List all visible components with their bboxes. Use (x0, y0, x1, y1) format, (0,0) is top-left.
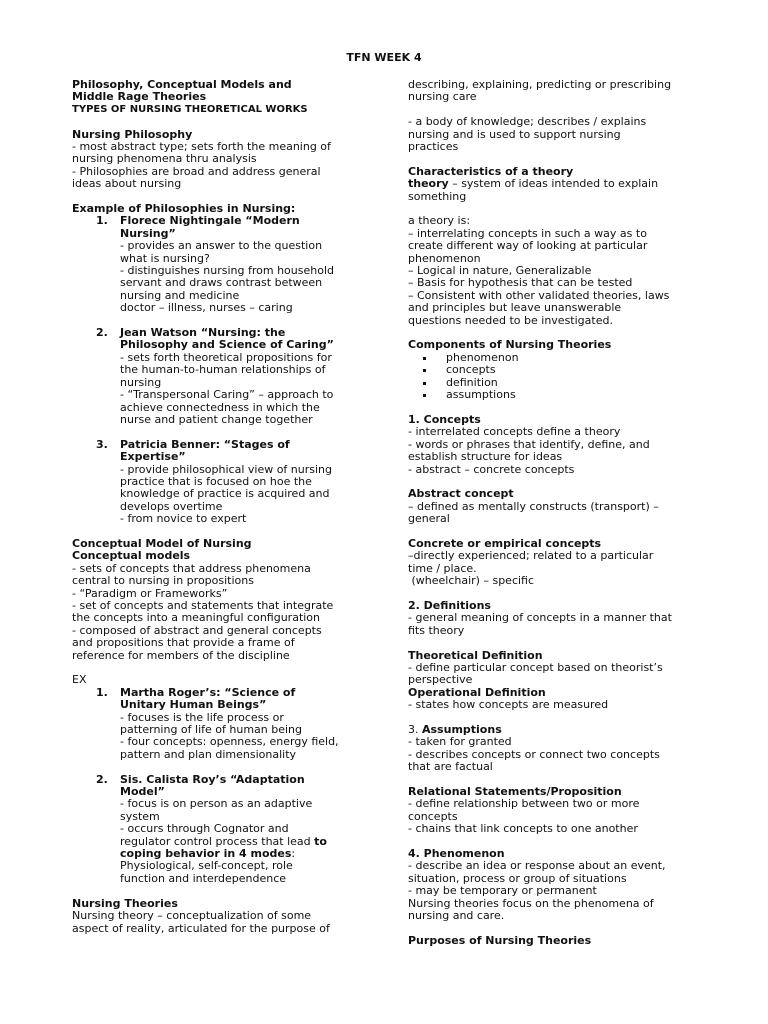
list-item (72, 439, 372, 526)
list-item-line: - sets forth theoretical propositions for (120, 350, 332, 364)
list-item-line: nursing and medicine (120, 288, 240, 302)
paragraph-line: reference for members of the discipline (72, 648, 290, 662)
main-heading-line-2: Middle Rage Theories (72, 90, 207, 104)
paragraph-line: situation, process or group of situations (408, 871, 627, 885)
list-item-line: doctor – illness, nurses – caring (120, 301, 293, 315)
paragraph-line: questions needed to be investigated. (408, 313, 613, 327)
paragraph-line: - abstract – concrete concepts (408, 462, 575, 476)
list-item-line: achieve connectedness in which the (120, 400, 320, 414)
paragraph-line: the concepts into a meaningful configuration (72, 611, 321, 625)
list-item-title: Florece Nightingale “Modern (120, 214, 300, 228)
list-item-line: - focus is on person as an adaptive (120, 797, 313, 811)
list-number: 3. (96, 437, 108, 451)
paragraph-line: that are factual (408, 760, 493, 774)
list-item (72, 687, 372, 761)
bullet-icon (423, 382, 426, 385)
paragraph-line: ideas about nursing (72, 177, 182, 191)
term-bold: theory (408, 177, 449, 191)
list-number: 1. (96, 685, 108, 699)
paragraph-line: - sets of concepts that address phenomena (72, 561, 311, 575)
list-item-line: - “Transpersonal Caring” – approach to (120, 388, 334, 402)
theoretical-definition-heading: Theoretical Definition (408, 648, 543, 662)
paragraph-line: - set of concepts and statements that integrate (72, 598, 334, 612)
list-item-line: nursing (120, 375, 162, 389)
conceptual-model-heading: Conceptual Model of Nursing (72, 536, 252, 550)
list-item-line: pattern and plan dimensionality (120, 747, 297, 761)
list-item-line: develops overtime (120, 499, 223, 513)
paragraph-line: - taken for granted (408, 735, 512, 749)
paragraph-line: nursing and care. (408, 909, 505, 923)
paragraph-line: general (408, 512, 450, 526)
paragraph-line: - define relationship between two or more (408, 797, 640, 811)
section-subtitle: TYPES OF NURSING THEORETICAL WORKS (72, 103, 308, 115)
paragraph-line: nursing phenomena thru analysis (72, 152, 257, 166)
components-heading: Components of Nursing Theories (408, 338, 612, 352)
paragraph-line: fits theory (408, 623, 465, 637)
list-item-text: regulator control process that lead (120, 834, 315, 848)
concrete-concepts-heading: Concrete or empirical concepts (408, 536, 602, 550)
list-item-line: - provide philosophical view of nursing (120, 462, 333, 476)
paragraph-line: - states how concepts are measured (408, 698, 609, 712)
list-item-text: : (291, 847, 296, 861)
list-item (72, 774, 372, 886)
phenomenon-heading: 4. Phenomenon (408, 847, 505, 860)
list-item (72, 215, 372, 314)
list-item (72, 327, 372, 426)
list-item-line: the human-to-human relationships of (120, 363, 326, 377)
paragraph-line: - a body of knowledge; describes / explains (408, 115, 647, 129)
paragraph-line: (wheelchair) – specific (408, 574, 535, 588)
paragraph-line: - composed of abstract and general concepts (72, 623, 322, 637)
list-item-line: system (120, 809, 160, 823)
paragraph-line: create different way of looking at particular (408, 239, 648, 253)
list-item-title: Nursing” (120, 226, 176, 240)
paragraph-line: aspect of reality, articulated for the purpose of (72, 921, 330, 935)
list-item-line: - occurs through Cognator and (120, 822, 289, 836)
list-item-title: Sis. Calista Roy’s “Adaptation (120, 772, 305, 786)
example-label: EX (72, 673, 87, 687)
paragraph-line: nursing and is used to support nursing (408, 127, 621, 141)
conceptual-models-subheading: Conceptual models (72, 549, 191, 563)
paragraph-line: – defined as mentally constructs (transport) – (408, 499, 659, 513)
paragraph-line: time / place. (408, 561, 477, 575)
main-heading-line-1: Philosophy, Conceptual Models and (72, 78, 292, 91)
paragraph-line: – Logical in nature, Generalizable (408, 264, 592, 278)
paragraph-line: - words or phrases that identify, define, and (408, 437, 650, 451)
bullet-icon (423, 394, 426, 397)
list-item-line: - distinguishes nursing from household (120, 264, 334, 278)
list-item-line: - four concepts: openness, energy field, (120, 735, 339, 749)
list-item-line: Physiological, self-concept, role (120, 859, 293, 873)
list-item-title: Jean Watson “Nursing: the (120, 326, 286, 340)
paragraph-line: establish structure for ideas (408, 450, 563, 464)
list-item-title: Patricia Benner: “Stages of (120, 437, 290, 451)
list-number: 2. (96, 772, 108, 786)
paragraph-line: and propositions that provide a frame of (72, 636, 295, 650)
abstract-concept-heading: Abstract concept (408, 487, 514, 501)
paragraph-line: a theory is: (408, 214, 471, 228)
philosophies-examples-heading: Example of Philosophies in Nursing: (72, 202, 296, 216)
paragraph-line: Nursing theories focus on the phenomena of (408, 896, 654, 910)
paragraph-line: – Consistent with other validated theories, laws (408, 288, 670, 302)
assumptions-heading: 3. Assumptions (408, 722, 502, 736)
right-column (408, 79, 708, 947)
bullet-icon (423, 369, 426, 372)
list-item-title: Expertise” (120, 450, 186, 464)
list-item-title: Martha Roger’s: “Science of (120, 685, 296, 699)
definitions-heading: 2. Definitions (408, 598, 491, 612)
list-number: 2. (96, 326, 108, 340)
bullet-item: assumptions (408, 389, 708, 401)
paragraph-line: - describe an idea or response about an event, (408, 859, 666, 873)
paragraph-line: phenomenon (408, 251, 481, 265)
relational-statements-heading: Relational Statements/Proposition (408, 784, 622, 798)
list-item-line: practice that is focused on hoe the (120, 474, 312, 488)
paragraph-line: –directly experienced; related to a particular (408, 549, 654, 563)
paragraph-line: - general meaning of concepts in a manner that (408, 611, 672, 625)
operational-definition-heading: Operational Definition (408, 685, 546, 699)
paragraph-line: - Philosophies are broad and address general (72, 164, 321, 178)
characteristics-heading: Characteristics of a theory (408, 164, 574, 178)
paragraph-line: - define particular concept based on theorist’s (408, 660, 663, 674)
paragraph-line: concepts (408, 809, 458, 823)
paragraph-line: - most abstract type; sets forth the meaning of (72, 140, 331, 154)
list-item-bold-text: to (314, 834, 327, 848)
paragraph-line: - “Paradigm or Frameworks” (72, 586, 228, 600)
list-item-bold-text: coping behavior in 4 modes (120, 847, 292, 861)
purposes-heading: Purposes of Nursing Theories (408, 933, 592, 947)
list-item-line: servant and draws contrast between (120, 276, 323, 290)
paragraph-line: – Basis for hypothesis that can be tested (408, 276, 633, 290)
list-item-line: nurse and patient change together (120, 412, 313, 426)
concepts-heading: 1. Concepts (408, 412, 481, 426)
paragraph-line (408, 178, 708, 190)
list-item-title: Unitary Human Beings” (120, 698, 267, 712)
list-item-line: patterning of life of human being (120, 723, 302, 737)
bullet-icon (423, 357, 426, 360)
paragraph-line: practices (408, 140, 459, 154)
list-item-line: - focuses is the life process or (120, 710, 284, 724)
list-item-line: - from novice to expert (120, 512, 247, 526)
list-item-line: knowledge of practice is acquired and (120, 487, 330, 501)
list-item-title: Philosophy and Science of Caring” (120, 338, 334, 352)
left-column (72, 79, 372, 935)
list-item-line: - provides an answer to the question (120, 239, 323, 253)
list-item-line: what is nursing? (120, 251, 210, 265)
paragraph-line: – interrelating concepts in such a way as to (408, 226, 647, 240)
list-item-line: function and interdependence (120, 871, 287, 885)
paragraph-line: - describes concepts or connect two concepts (408, 747, 660, 761)
paragraph-line: describing, explaining, predicting or prescribing (408, 78, 672, 91)
paragraph-line: perspective (408, 673, 473, 687)
list-item-title: Model” (120, 785, 165, 799)
paragraph-line: - chains that link concepts to one another (408, 822, 638, 836)
paragraph-line: Nursing theory – conceptualization of some (72, 909, 312, 923)
paragraph-line: - may be temporary or permanent (408, 884, 597, 898)
paragraph-line: central to nursing in propositions (72, 574, 254, 588)
term-definition: – system of ideas intended to explain (448, 177, 659, 191)
bullet-item: phenomenon (408, 352, 708, 364)
list-number: 1. (96, 214, 108, 228)
paragraph-line: something (408, 189, 467, 203)
nursing-theories-heading: Nursing Theories (72, 896, 178, 910)
paragraph-line: - interrelated concepts define a theory (408, 425, 621, 439)
page-title: TFN WEEK 4 (346, 51, 422, 64)
paragraph-line: and principles but leave unanswerable (408, 301, 622, 315)
bullet-item: concepts (408, 364, 708, 376)
nursing-philosophy-heading: Nursing Philosophy (72, 127, 193, 141)
paragraph-line: nursing care (408, 90, 477, 104)
bullet-item: definition (408, 377, 708, 389)
